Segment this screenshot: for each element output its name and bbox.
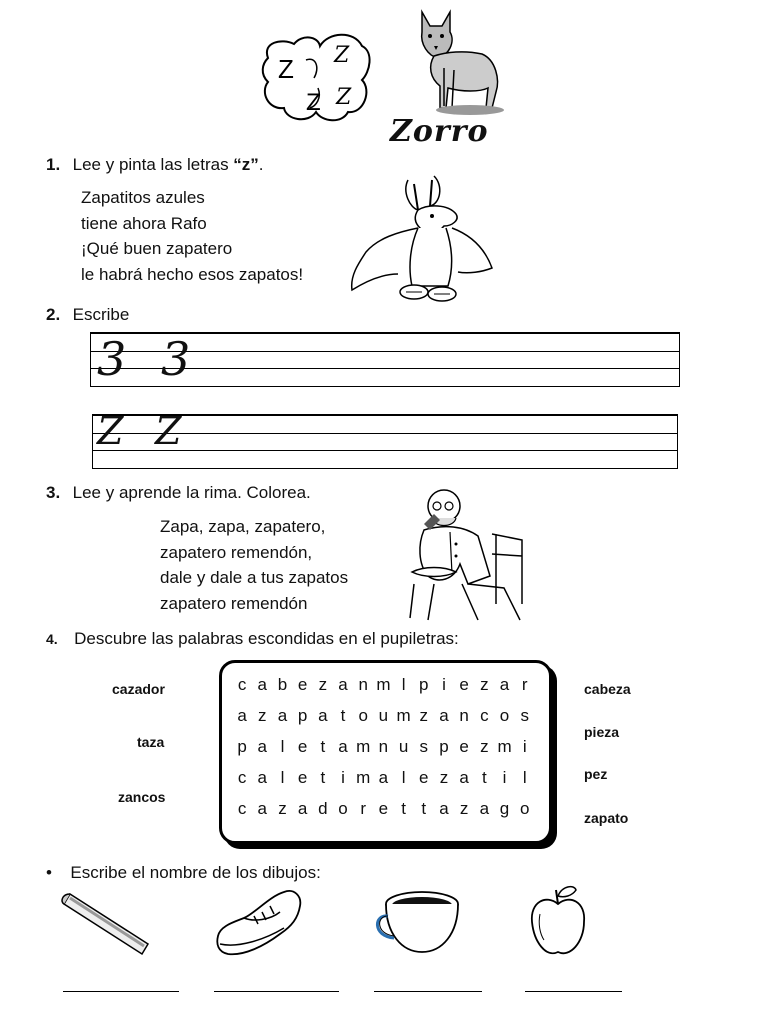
bubble-letter: Z [334, 43, 350, 68]
grid-letter[interactable]: e [419, 768, 429, 787]
section-instruction: Lee y aprende la rima. Colorea. [72, 483, 311, 502]
section-instruction: Escribe [72, 305, 130, 324]
grid-letter[interactable]: c [237, 675, 247, 694]
grid-letter[interactable]: z [278, 799, 287, 818]
writing-lines-2[interactable] [92, 409, 678, 469]
grid-letter[interactable]: t [340, 706, 346, 725]
grid-letter[interactable]: a [378, 768, 389, 787]
grid-letter[interactable]: z [480, 675, 489, 694]
grid-letter[interactable]: a [277, 706, 288, 725]
shoe-illustration [214, 886, 304, 962]
handwriting-letter: Z [155, 409, 182, 453]
grid-letter[interactable]: n [459, 706, 469, 725]
grid-letter[interactable]: z [480, 737, 489, 756]
instruction-letter: “z” [233, 155, 259, 174]
grid-letter[interactable]: o [358, 706, 368, 725]
grid-letter[interactable]: c [237, 768, 247, 787]
answer-line-2[interactable] [214, 991, 339, 992]
grid-letter[interactable]: t [320, 768, 326, 787]
bubble-letter: Z [278, 54, 294, 84]
grid-letter[interactable]: c [237, 799, 247, 818]
page-title: Zorro [390, 114, 489, 149]
grid-letter[interactable]: r [360, 799, 367, 818]
grid-letter[interactable]: a [257, 737, 268, 756]
section-number: 2. [46, 305, 61, 324]
bubble-letter: Z [336, 85, 352, 110]
grid-letter[interactable]: a [318, 706, 328, 725]
grid-letter[interactable]: t [401, 799, 406, 818]
grid-letter[interactable]: z [439, 768, 449, 787]
section-instruction: Escribe el nombre de los dibujos: [70, 863, 321, 882]
word-to-find: taza [137, 734, 165, 750]
word-to-find: pez [584, 766, 608, 782]
grid-letter[interactable]: s [419, 737, 429, 756]
poem-line: zapatero remendón, [160, 542, 313, 562]
grid-letter[interactable]: m [356, 768, 371, 787]
instruction-suffix: . [258, 155, 264, 174]
grid-row [232, 768, 535, 788]
section-3-heading [46, 483, 311, 503]
grid-letter[interactable]: m [497, 737, 512, 756]
writing-lines-1[interactable] [90, 332, 680, 387]
grid-letter[interactable]: t [481, 768, 487, 787]
grid-letter[interactable]: z [258, 706, 267, 725]
grid-letter[interactable]: a [479, 799, 490, 818]
grid-letter[interactable]: l [401, 675, 406, 694]
grid-letter[interactable]: z [459, 799, 469, 818]
grid-letter[interactable]: u [398, 737, 409, 756]
grid-letter[interactable]: m [356, 737, 371, 756]
section-number: 4. [46, 631, 58, 647]
cup-illustration [372, 890, 462, 958]
grid-letter[interactable]: e [297, 768, 308, 787]
grid-letter[interactable]: i [341, 768, 345, 787]
grid-letter[interactable]: a [257, 799, 268, 818]
section-instruction: Lee y pinta las letras [72, 155, 234, 174]
grid-letter[interactable]: a [439, 799, 449, 818]
grid-letter[interactable]: t [320, 737, 326, 756]
grid-letter[interactable]: a [338, 737, 348, 756]
poem-line: Zapatitos azules [81, 188, 205, 207]
poem-line: tiene ahora Rafo [81, 213, 207, 233]
word-to-find: zapato [584, 810, 629, 826]
grid-letter[interactable]: g [499, 799, 510, 818]
grid-letter[interactable]: a [237, 706, 247, 725]
grid-letter[interactable]: o [519, 799, 530, 818]
grid-letter[interactable]: d [318, 799, 328, 818]
answer-line-3[interactable] [374, 991, 482, 992]
section-number: 1. [46, 155, 61, 174]
grid-row [232, 737, 535, 757]
grid-letter[interactable]: a [439, 706, 449, 725]
grid-letter[interactable]: e [378, 799, 389, 818]
section-instruction: Descubre las palabras escondidas en el pupiletras: [74, 629, 459, 648]
grid-letter[interactable]: i [522, 737, 527, 756]
grid-letter[interactable]: m [396, 706, 411, 725]
poem-rafo [81, 185, 303, 287]
answer-line-1[interactable] [63, 991, 179, 992]
grid-letter[interactable]: i [502, 768, 507, 787]
grid-letter[interactable]: p [419, 675, 429, 694]
grid-letter[interactable]: s [520, 706, 529, 725]
grid-letter[interactable]: e [297, 675, 308, 694]
handwriting-letter: 3 [161, 332, 191, 386]
grid-letter[interactable]: l [401, 768, 406, 787]
grid-letter[interactable]: a [499, 675, 510, 694]
word-to-find: pieza [584, 724, 620, 740]
grid-letter[interactable]: a [297, 799, 308, 818]
grid-letter[interactable]: a [257, 768, 268, 787]
grid-row [232, 706, 535, 726]
poem-zapatero [160, 514, 348, 616]
section-2-heading [46, 305, 129, 325]
grid-letter[interactable]: o [338, 799, 348, 818]
poem-line: ¡Qué buen zapatero [81, 239, 233, 258]
poem-line: dale y dale a tus zapatos [160, 568, 349, 587]
bubble-letter: Z [306, 89, 321, 116]
grid-letter[interactable]: c [480, 706, 489, 725]
poem-line: zapatero remendón [160, 593, 308, 613]
sleep-bubble-icon [258, 28, 373, 124]
grid-letter[interactable]: n [358, 675, 368, 694]
apple-illustration [526, 882, 590, 962]
grid-letter[interactable]: e [459, 675, 469, 694]
answer-line-4[interactable] [525, 991, 622, 992]
grid-letter[interactable]: o [499, 706, 510, 725]
grid-letter[interactable]: p [297, 706, 308, 725]
grid-letter[interactable]: t [421, 799, 427, 818]
grid-letter[interactable]: l [280, 737, 285, 756]
word-to-find: cazador [112, 681, 165, 697]
section-number: 3. [46, 483, 61, 502]
handwriting-letter: Z [97, 409, 124, 453]
section-4-heading [46, 629, 459, 649]
grid-letter[interactable]: p [237, 737, 247, 756]
poem-line: Zapa, zapa, zapatero, [160, 517, 326, 536]
grid-letter[interactable]: l [280, 768, 285, 787]
grid-letter[interactable]: z [318, 675, 328, 694]
word-search-grid [219, 660, 552, 844]
grid-row [232, 799, 535, 819]
section-1-heading [46, 155, 264, 175]
grid-letter[interactable]: l [522, 768, 527, 787]
kangaroo-illustration [348, 176, 496, 304]
handwriting-letter: 3 [97, 332, 127, 386]
grid-letter[interactable]: b [277, 675, 288, 694]
poem-line: le habrá hecho esos zapatos! [81, 264, 304, 284]
bullet: • [46, 863, 52, 882]
grid-letter[interactable]: u [378, 706, 389, 725]
grid-letter[interactable]: z [419, 706, 429, 725]
wolf-illustration [404, 8, 504, 116]
grid-letter[interactable]: p [439, 737, 449, 756]
word-to-find: cabeza [584, 681, 631, 697]
chalk-illustration [60, 890, 152, 960]
grid-letter[interactable]: a [257, 675, 268, 694]
grid-letter[interactable]: r [521, 675, 528, 694]
grid-letter[interactable]: a [459, 768, 469, 787]
word-to-find: zancos [118, 789, 166, 805]
grid-letter[interactable]: i [442, 675, 446, 694]
grid-letter[interactable]: e [459, 737, 469, 756]
grid-letter[interactable]: a [338, 675, 348, 694]
grid-letter[interactable]: n [378, 737, 389, 756]
grid-letter[interactable]: m [376, 675, 391, 694]
section-5-heading [46, 863, 321, 883]
grid-letter[interactable]: e [297, 737, 308, 756]
shoemaker-illustration [404, 484, 528, 624]
grid-row [232, 675, 535, 695]
